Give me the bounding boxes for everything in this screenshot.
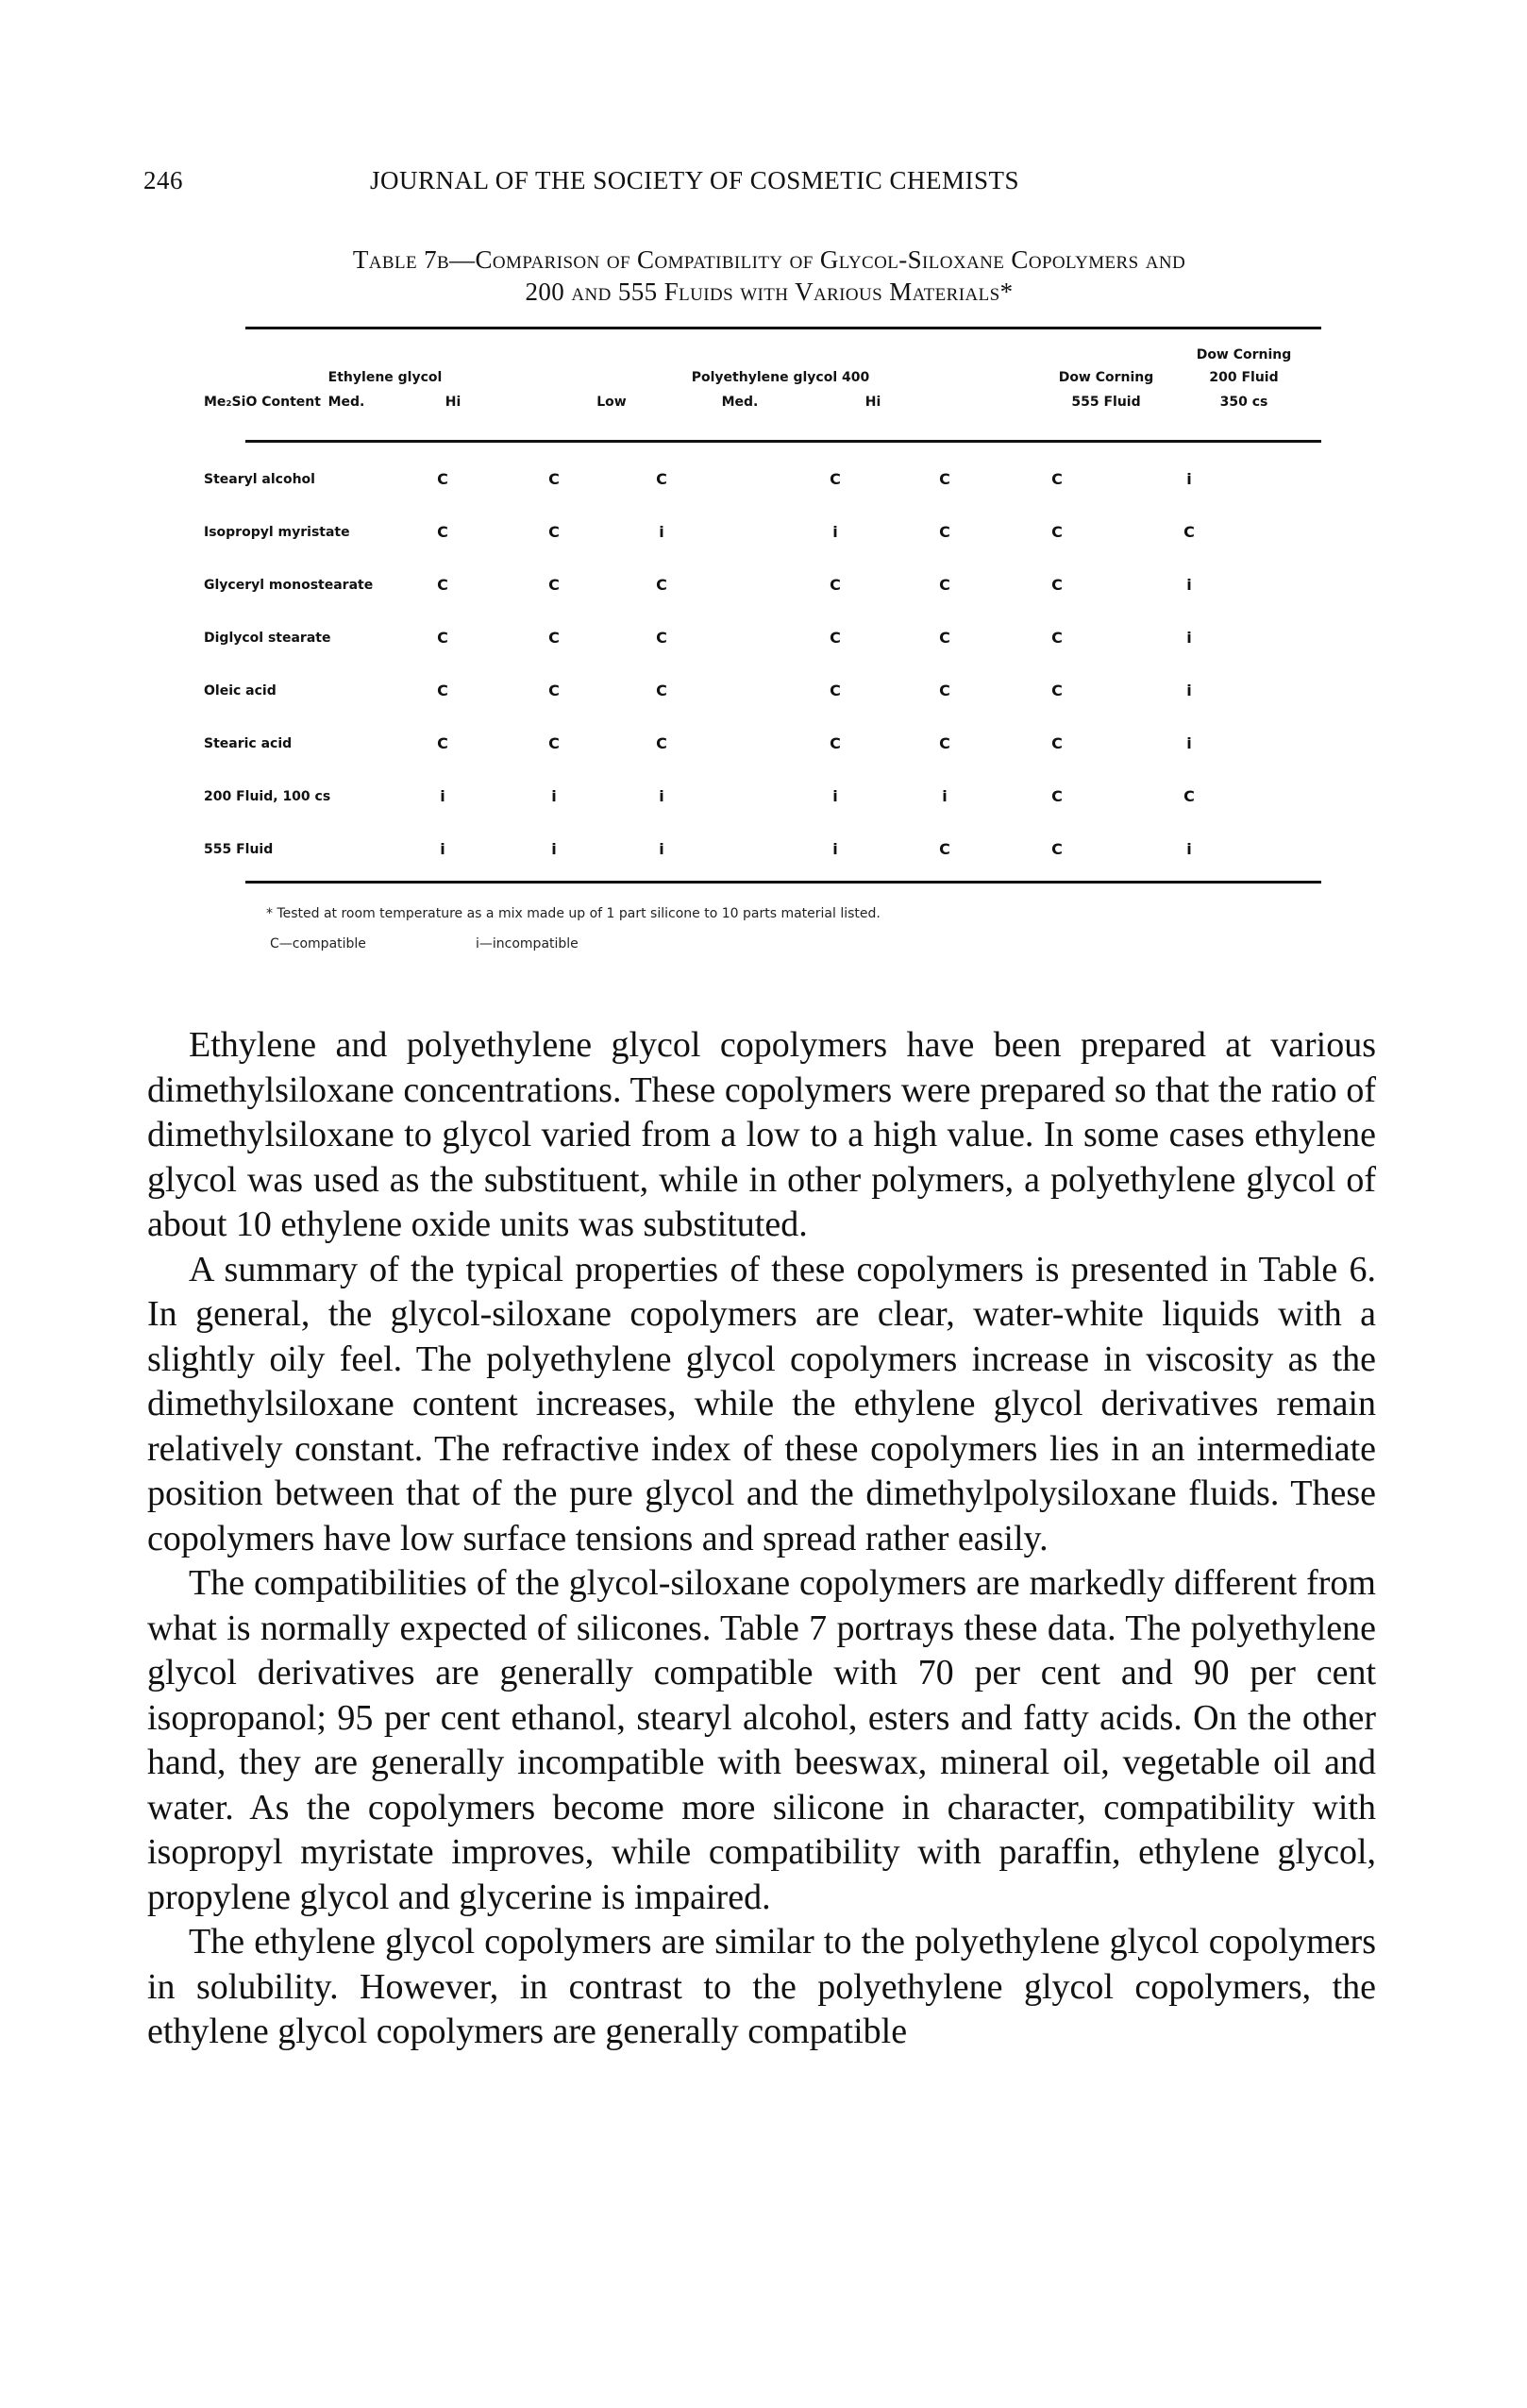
cell-value: i [1186,734,1192,752]
row-label: Glyceryl monostearate [204,578,374,593]
cell-value: C [656,576,667,594]
cell-value: C [437,734,448,752]
cell-value: i [942,787,948,805]
cell-value: i [1186,576,1192,594]
cell-value: i [832,787,838,805]
legend-compatible: C—compatible [270,936,366,951]
cell-value: C [437,523,448,541]
cell-value: C [939,470,950,488]
cell-value: C [830,470,841,488]
row-label: Oleic acid [204,683,277,699]
table-header-rule [245,440,1321,443]
cell-value: C [1051,470,1063,488]
cell-value: C [1051,629,1063,647]
cell-value: C [939,840,950,858]
cell-value: C [1051,523,1063,541]
running-head [143,166,1399,204]
header-dc200-line2: 200 Fluid [1209,370,1279,385]
cell-value: C [548,576,560,594]
cell-value: C [656,470,667,488]
row-label: 555 Fluid [204,842,274,857]
body-text [147,1023,1376,2055]
cell-value: i [659,787,664,805]
subheader-eg-med: Med. [327,395,365,410]
row-label: Diglycol stearate [204,631,331,646]
header-ethylene-glycol: Ethylene glycol [327,370,443,385]
cell-value: C [1051,576,1063,594]
subheader-eg-hi: Hi [445,395,461,410]
table-footnote: * Tested at room temperature as a mix made up of 1 part silicone to 10 parts material listed. [266,906,881,921]
cell-value: C [939,629,950,647]
cell-value: i [832,523,838,541]
paragraph: A summary of the typical properties of these copolymers is presented in Table 6. In general, the glycol-siloxane copolymers are clear, water-white liquids with a slightly oily feel. The polyethylene glycol copolymers increase in viscosity as the dimethylsiloxane content increases, while the ethylene glycol derivatives remain relatively constant. The refractive index of these copolymers lies in an intermediate position between that of the pure glycol and the dimethylpolysiloxane fluids. These copolymers have low surface tensions and spread rather easily. [147,1249,1376,1558]
cell-value: C [1183,523,1195,541]
table-bottom-rule [245,881,1321,884]
row-label: Stearic acid [204,736,293,751]
cell-value: C [1051,734,1063,752]
cell-value: C [656,682,667,699]
row-label: 200 Fluid, 100 cs [204,789,331,804]
subheader-peg-hi: Hi [864,395,881,410]
cell-value: C [1051,787,1063,805]
subheader-peg-med: Med. [721,395,759,410]
cell-value: i [551,787,557,805]
cell-value: i [1186,682,1192,699]
cell-value: i [440,840,445,858]
legend-incompatible: i—incompatible [476,936,579,951]
header-dc555-line2: 555 Fluid [1071,395,1141,410]
cell-value: C [437,629,448,647]
row-label: Stearyl alcohol [204,472,315,487]
cell-value: i [1186,470,1192,488]
paragraph: Ethylene and polyethylene glycol copolymers have been prepared at various dimethylsiloxane concentrations. These copolymers were prepared so that the ratio of dimethylsiloxane to glycol varied from a low to a high value. In some cases ethylene glycol was used as the substituent, while in other polymers, a polyethylene glycol of about 10 ethylene oxide units was substituted. [147,1025,1376,1244]
cell-value: i [659,523,664,541]
cell-value: i [659,840,664,858]
cell-value: C [656,734,667,752]
cell-value: C [437,576,448,594]
cell-value: C [939,734,950,752]
cell-value: C [830,734,841,752]
cell-value: i [551,840,557,858]
row-label: Isopropyl myristate [204,525,350,540]
cell-value: C [830,629,841,647]
cell-value: C [830,682,841,699]
paragraph: The compatibilities of the glycol-siloxane copolymers are markedly different from what is normally expected of silicones. Table 7 portrays these data. The polyethylene glycol derivatives are generally compatible with 70 per cent and 90 per cent isopropanol; 95 per cent ethanol, stearyl alcohol, esters and fatty acids. On the other hand, they are generally incompatible with beeswax, mineral oil, vegetable oil and water. As the copolymers become more silicone in character, compatibility with isopropyl myristate improves, while compatibility with paraffin, ethylene glycol, propylene glycol and glycerine is impaired. [147,1563,1376,1917]
cell-value: C [548,470,560,488]
cell-value: C [548,682,560,699]
cell-value: i [1186,840,1192,858]
paragraph: The ethylene glycol copolymers are similar to the polyethylene glycol copolymers in solubility. However, in contrast to the polyethylene glycol copolymers, the ethylene glycol copolymers are generally compatible [147,1922,1376,2051]
cell-value: C [548,734,560,752]
cell-value: C [548,629,560,647]
table-caption [189,244,1350,308]
cell-value: C [939,576,950,594]
header-dc555-line1: Dow Corning [1058,370,1154,385]
table-top-rule [245,327,1321,329]
table-caption-line-1: Table 7b—Comparison of Compatibility of Glycol-Siloxane Copolymers and [352,245,1186,274]
cell-value: C [939,682,950,699]
header-me2sio-content: Me₂SiO Content [204,395,321,410]
cell-value: i [1186,629,1192,647]
journal-title: JOURNAL OF THE SOCIETY OF COSMETIC CHEMISTS [370,166,1020,194]
page-number: 246 [143,166,183,194]
cell-value: C [548,523,560,541]
cell-value: C [939,523,950,541]
cell-value: C [437,682,448,699]
subheader-peg-low: Low [596,395,627,410]
header-dc200-line3: 350 cs [1219,395,1268,410]
cell-value: C [830,576,841,594]
cell-value: C [1051,682,1063,699]
cell-value: i [440,787,445,805]
cell-value: i [832,840,838,858]
cell-value: C [1183,787,1195,805]
header-polyethylene-glycol: Polyethylene glycol 400 [691,370,870,385]
cell-value: C [1051,840,1063,858]
cell-value: C [437,470,448,488]
header-dc200-line1: Dow Corning [1196,347,1292,362]
table-caption-line-2: 200 and 555 Fluids with Various Materials* [525,278,1014,306]
cell-value: C [656,629,667,647]
